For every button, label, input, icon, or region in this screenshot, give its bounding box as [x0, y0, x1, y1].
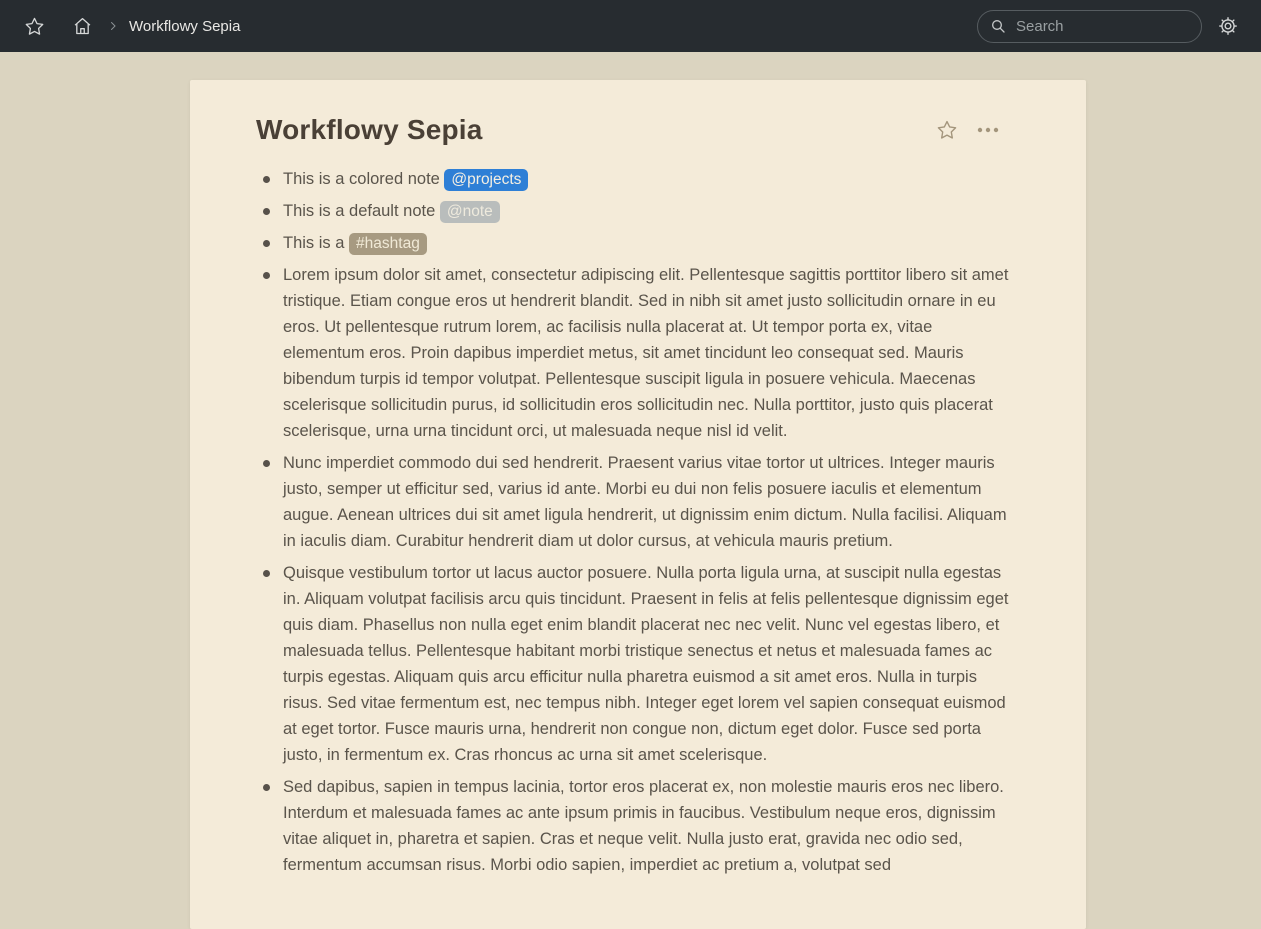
- settings-gear-icon: [1217, 15, 1239, 37]
- bullet-dot[interactable]: [263, 176, 270, 183]
- bullet-dot[interactable]: [263, 272, 270, 279]
- bullet-dot[interactable]: [263, 240, 270, 247]
- search-icon: [990, 18, 1006, 34]
- breadcrumb[interactable]: Workflowy Sepia: [129, 17, 241, 35]
- outline-item[interactable]: [256, 198, 1020, 224]
- outline-item[interactable]: [256, 230, 1020, 256]
- item-text: Sed dapibus, sapien in tempus lacinia, tortor eros placerat ex, non molestie mauris eros nec libero. Interdum et malesuada fames ac ante ipsum primis in faucibus. Vestibulum neque eros, dignissim vitae aliquet in, pharetra et sapien. Cras et neque velit. Nulla justo erat, gravida nec odio sed, fermentum accumsan risus. Morbi odio sapien, imperdiet ac pretium a, volutpat sed: [283, 778, 1004, 874]
- item-content[interactable]: [283, 262, 1018, 444]
- item-content[interactable]: [283, 450, 1018, 554]
- item-text: This is a: [283, 234, 350, 252]
- item-content[interactable]: [283, 230, 427, 256]
- star-page-button[interactable]: [936, 119, 958, 141]
- outline-item[interactable]: [256, 166, 1020, 192]
- bullet-dot[interactable]: [263, 784, 270, 791]
- bullet-dot[interactable]: [263, 208, 270, 215]
- outline-item[interactable]: [256, 774, 1020, 878]
- item-text: Lorem ipsum dolor sit amet, consectetur adipiscing elit. Pellentesque sagittis porttitor libero sit amet tristique. Etiam congue eros ut hendrerit blandit. Sed in nibh sit amet justo sollicitudin ornare in eu eros. Ut pellentesque rutrum lorem, ac facilisis nulla placerat at. Ut tempor porta ex, vitae elementum eros. Proin dapibus imperdiet metus, sit amet tincidunt leo consequat sed. Mauris bibendum turpis id tempor volutpat. Pellentesque suscipit ligula in posuere vehicula. Maecenas scelerisque sollicitudin purus, id sollicitudin eros sollicitudin nec. Nulla porttitor, justo quis placerat scelerisque, urna urna tincidunt orci, ut malesuada neque nisl id velit.: [283, 266, 1009, 440]
- home-icon: [72, 16, 93, 37]
- bullet-dot[interactable]: [263, 460, 270, 467]
- item-text: Nunc imperdiet commodo dui sed hendrerit. Praesent varius vitae tortor ut ultrices. Integer mauris justo, semper ut efficitur sed, varius id ante. Morbi eu dui non felis posuere iaculis et elementum augue. Aenean ultrices dui sit amet ligula hendrerit, ut dignissim enim dictum. Nulla facilisi. Aliquam in iaculis diam. Curabitur hendrerit diam ut dolor cursus, at vehicula mauris pretium.: [283, 454, 1007, 550]
- settings-button[interactable]: [1217, 15, 1239, 37]
- outline-item[interactable]: [256, 560, 1020, 768]
- ellipsis-icon: [976, 126, 1000, 134]
- bullet-dot[interactable]: [263, 570, 270, 577]
- star-icon: [936, 119, 958, 141]
- card-header: [256, 114, 1020, 146]
- star-icon: [24, 16, 45, 37]
- document-card: [190, 80, 1086, 929]
- item-text: This is a default note: [283, 202, 440, 220]
- item-content[interactable]: [283, 560, 1018, 768]
- top-bar: [0, 0, 1261, 52]
- outline-item[interactable]: [256, 450, 1020, 554]
- outline-list: [256, 166, 1020, 878]
- favorite-star-button[interactable]: [24, 16, 45, 37]
- home-button[interactable]: [72, 16, 93, 37]
- item-text: This is a colored note: [283, 170, 445, 188]
- item-content[interactable]: [283, 198, 500, 224]
- mention-badge-note[interactable]: @note: [440, 201, 500, 223]
- page-background: [0, 52, 1261, 929]
- item-text: Quisque vestibulum tortor ut lacus auctor posuere. Nulla porta ligula urna, at suscipit nulla egestas in. Aliquam volutpat facilisis arcu quis tincidunt. Praesent in felis at felis pellentesque dignissim eget quis diam. Phasellus non nulla eget enim blandit placerat nec nec velit. Nunc vel egestas libero, et malesuada tellus. Pellentesque habitant morbi tristique senectus et netus et malesuada fames ac turpis egestas. Aliquam quis arcu efficitur nulla pharetra euismod a sit amet eros. Nulla in turpis risus. Sed vitae fermentum est, nec tempus nibh. Integer eget lorem vel sapien consequat euismod at eget tortor. Fusce mauris urna, hendrerit non congue non, dictum eget dolor. Fusce sed porta justo, in fermentum ex. Cras rhoncus ac urna sit amet scelerisque.: [283, 564, 1009, 764]
- more-options-button[interactable]: [976, 126, 1000, 134]
- search-input[interactable]: [1014, 17, 1189, 36]
- breadcrumb-chevron-icon: [107, 20, 119, 32]
- item-content[interactable]: [283, 774, 1018, 878]
- item-content[interactable]: [283, 166, 528, 192]
- search-box[interactable]: [977, 10, 1202, 43]
- mention-badge-projects[interactable]: @projects: [444, 169, 528, 191]
- page-title[interactable]: Workflowy Sepia: [256, 114, 483, 145]
- card-actions: [936, 119, 1000, 141]
- hashtag-badge[interactable]: #hashtag: [349, 233, 427, 255]
- outline-item[interactable]: [256, 262, 1020, 444]
